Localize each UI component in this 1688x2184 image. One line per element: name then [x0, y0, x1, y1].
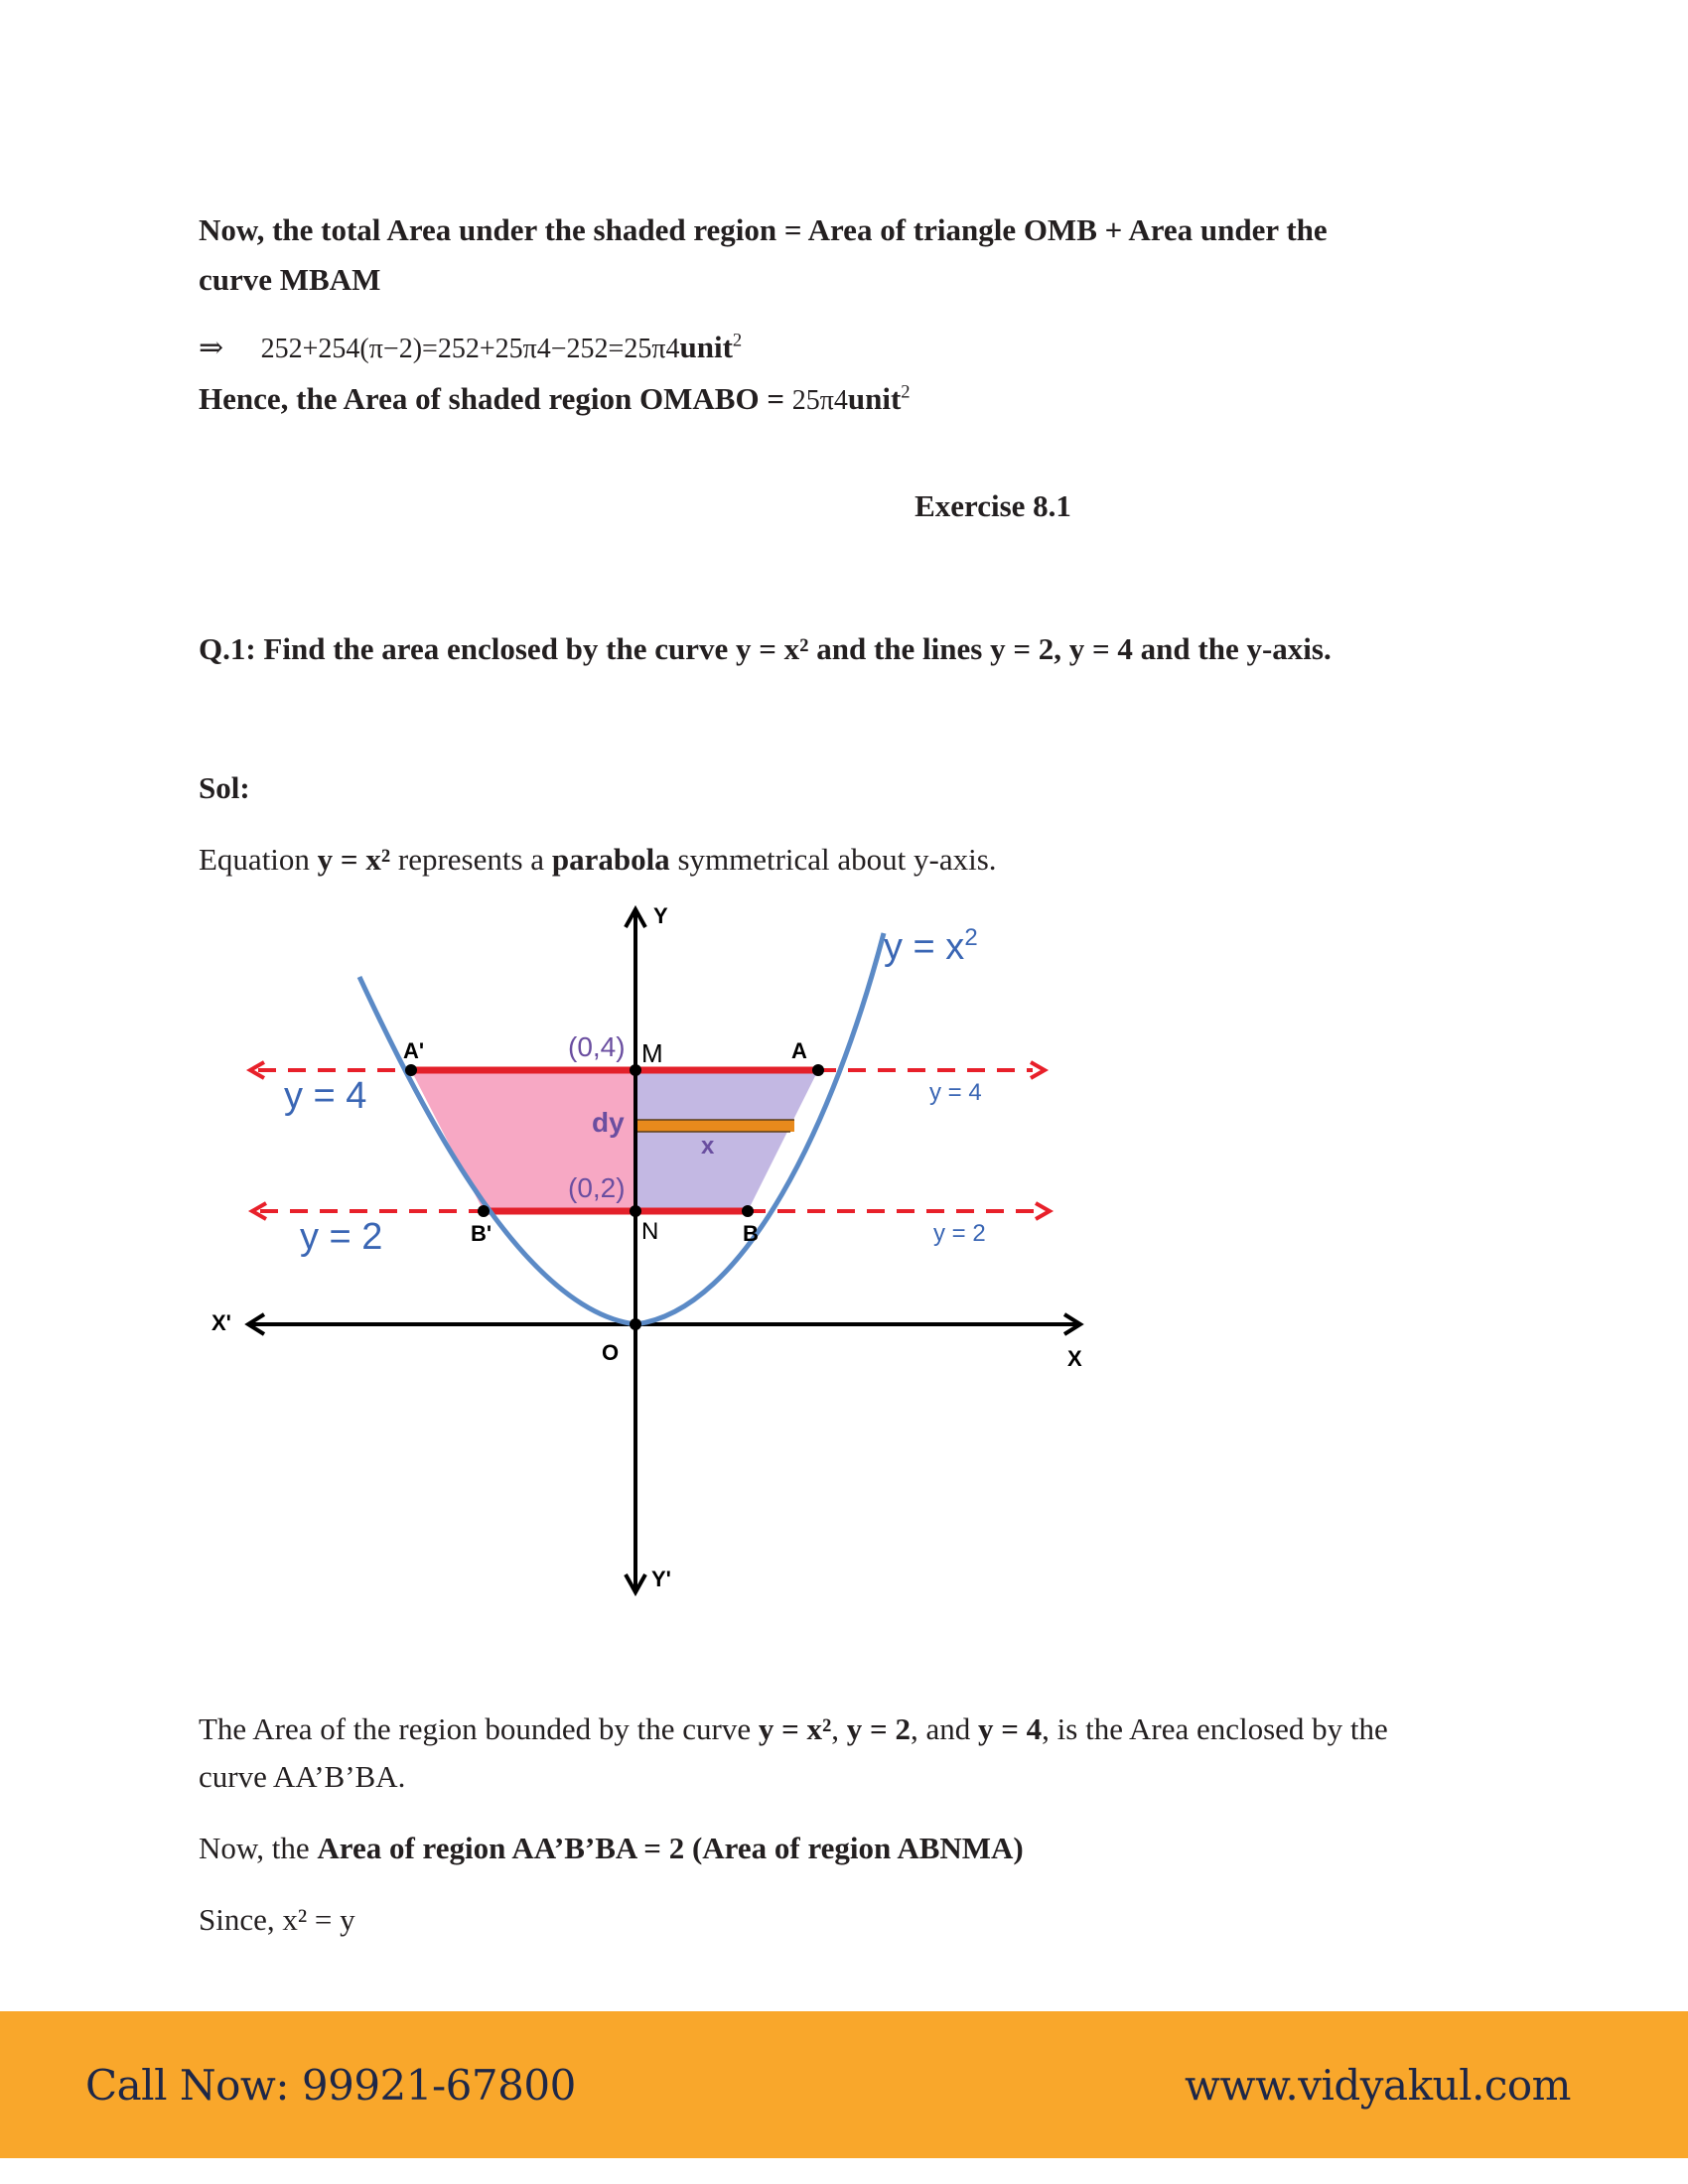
solution-label: Sol:	[199, 770, 250, 805]
hence-math: 25π4	[791, 385, 848, 416]
footer-banner	[0, 2011, 1688, 2158]
area-text-g: , is the Area enclosed by the	[1042, 1711, 1388, 1746]
label-x-axis-neg: X'	[211, 1310, 231, 1335]
purple-region	[635, 1070, 818, 1211]
now-area-statement: Area of region AA’B’BA = 2 (Area of region ABNMA)	[317, 1831, 1024, 1865]
area-text-y2: y = 2	[846, 1711, 911, 1746]
hence-unit-superscript: 2	[901, 381, 911, 403]
label-line-y2-left: y = 2	[300, 1216, 383, 1258]
label-dy: dy	[592, 1107, 625, 1138]
area-text-e: , and	[910, 1711, 978, 1746]
label-b-prime: B'	[471, 1221, 492, 1246]
point-m	[630, 1064, 641, 1076]
unit-word: unit	[679, 330, 733, 364]
eq-desc-part1: Equation	[199, 842, 318, 877]
area-text-y4: y = 4	[977, 1711, 1043, 1746]
equation-pi-minus-two: π−2	[368, 334, 413, 364]
eq-desc-part3: represents a	[390, 842, 552, 877]
paragraph-total-area-line2: curve MBAM	[199, 262, 381, 297]
parabola-figure	[199, 893, 1142, 1608]
equation-line	[199, 328, 742, 369]
label-coord-02: (0,2)	[568, 1172, 626, 1203]
question-1: Q.1: Find the area enclosed by the curve y = x² and the lines y = 2, y = 4 and the y-axis.	[199, 631, 1332, 666]
area-text-a: The Area of the region bounded by the curve	[199, 1711, 759, 1746]
point-n	[630, 1205, 641, 1217]
hence-unit-word: unit	[847, 381, 902, 416]
strip-dy	[635, 1120, 794, 1132]
area-paragraph-line2: curve AA’B’BA.	[199, 1759, 406, 1794]
label-n: N	[641, 1218, 659, 1245]
equation-description	[199, 840, 997, 880]
eq-desc-equation: y = x²	[317, 842, 391, 877]
arrow-y2-right	[1036, 1203, 1050, 1219]
equation-part2: )=252+25π4−252=25π4	[412, 334, 680, 364]
equation-part1: 252+254(	[260, 334, 369, 364]
label-a: A	[791, 1038, 807, 1063]
label-line-y4-right: y = 4	[929, 1079, 982, 1106]
point-a	[812, 1064, 824, 1076]
website-link[interactable]: www.vidyakul.com	[1185, 2061, 1571, 2110]
exercise-title: Exercise 8.1	[914, 488, 1071, 523]
eq-desc-parabola: parabola	[551, 842, 670, 877]
label-coord-04: (0,4)	[568, 1031, 626, 1062]
area-text-curve: y = x²	[758, 1711, 832, 1746]
label-x-axis: X	[1067, 1346, 1082, 1371]
label-a-prime: A'	[403, 1038, 425, 1063]
label-y-axis-neg: Y'	[651, 1567, 671, 1591]
area-text-c: ,	[831, 1711, 847, 1746]
label-curve: $y = x^2$	[884, 924, 978, 968]
since-line: Since, x² = y	[199, 1902, 355, 1937]
point-a-prime	[405, 1064, 417, 1076]
label-m: M	[641, 1038, 663, 1068]
area-paragraph-line1	[199, 1709, 1388, 1749]
label-strip-x: x	[701, 1133, 715, 1160]
eq-desc-part5: symmetrical about y-axis.	[669, 842, 997, 877]
hence-line	[199, 379, 911, 421]
paragraph-total-area-line1: Now, the total Area under the shaded region = Area of triangle OMB + Area under the	[199, 212, 1328, 247]
hence-text: Hence, the Area of shaded region OMABO =	[199, 381, 792, 416]
now-text: Now, the	[199, 1831, 318, 1865]
point-origin	[630, 1318, 641, 1330]
label-origin: O	[602, 1340, 620, 1365]
unit-superscript: 2	[732, 330, 743, 351]
label-line-y2-right: y = 2	[933, 1220, 986, 1247]
point-b-prime	[478, 1205, 490, 1217]
point-b	[742, 1205, 754, 1217]
call-now-text[interactable]: Call Now: 99921-67800	[85, 2061, 576, 2110]
now-area-line	[199, 1829, 1024, 1868]
label-y-axis: Y	[653, 903, 668, 928]
implies-arrow: ⇒	[199, 332, 224, 364]
label-b: B	[743, 1221, 759, 1246]
label-line-y4-left: y = 4	[284, 1075, 367, 1117]
arrow-y4-right	[1031, 1062, 1045, 1078]
